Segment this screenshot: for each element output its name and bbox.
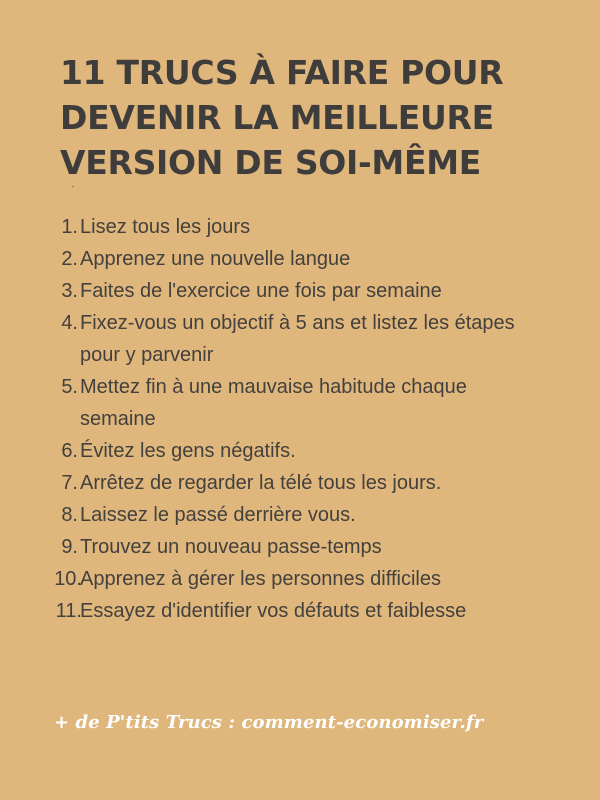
list-item-number: 6. xyxy=(61,440,78,462)
list-item-text: Arrêtez de regarder la télé tous les jours. xyxy=(80,472,442,494)
list-item xyxy=(0,371,520,435)
list-item-text: Trouvez un nouveau passe-temps xyxy=(80,536,382,558)
list-item-text: Laissez le passé derrière vous. xyxy=(80,504,356,526)
list-item-number: 10. xyxy=(54,568,82,590)
list-item-number: 4. xyxy=(61,312,78,334)
title-line: 11 TRUCS À FAIRE POUR xyxy=(60,53,504,92)
list-item-text: Faites de l'exercice une fois par semaine xyxy=(80,280,442,302)
list-item xyxy=(0,435,520,467)
list-item-number: 11. xyxy=(55,600,82,622)
list-item xyxy=(0,595,520,627)
list-item xyxy=(0,467,520,499)
list-item xyxy=(0,275,520,307)
list-item-number: 7. xyxy=(61,472,78,494)
list-item-text: Évitez les gens négatifs. xyxy=(80,440,296,462)
list-item-number: 8. xyxy=(61,504,78,526)
tips-list xyxy=(0,211,600,627)
list-item-text: Apprenez une nouvelle langue xyxy=(80,248,351,270)
list-item-text: Fixez-vous un objectif à 5 ans et listez les étapes pour y parvenir xyxy=(80,312,515,366)
footer-link[interactable]: + de P'tits Trucs : comment-economiser.fr xyxy=(54,712,484,733)
list-item-number: 1. xyxy=(61,216,78,238)
list-item xyxy=(0,563,520,595)
list-item-text: Apprenez à gérer les personnes difficiles xyxy=(80,568,441,590)
list-item xyxy=(0,307,520,371)
page-title xyxy=(60,50,560,185)
list-item-text: Mettez fin à une mauvaise habitude chaque semaine xyxy=(80,376,467,430)
list-item xyxy=(0,211,520,243)
list-item xyxy=(0,243,520,275)
decorative-dot xyxy=(72,186,74,187)
list-item-number: 5. xyxy=(61,376,78,398)
list-item-number: 2. xyxy=(61,248,78,270)
title-line: DEVENIR LA MEILLEURE xyxy=(60,98,494,137)
list-item-text: Lisez tous les jours xyxy=(80,216,251,238)
list-item xyxy=(0,499,520,531)
list-item-number: 9. xyxy=(61,536,78,558)
list-item-text: Essayez d'identifier vos défauts et faiblesse xyxy=(80,600,467,622)
list-item xyxy=(0,531,520,563)
title-line: VERSION DE SOI-MÊME xyxy=(60,143,481,182)
list-item-number: 3. xyxy=(61,280,78,302)
